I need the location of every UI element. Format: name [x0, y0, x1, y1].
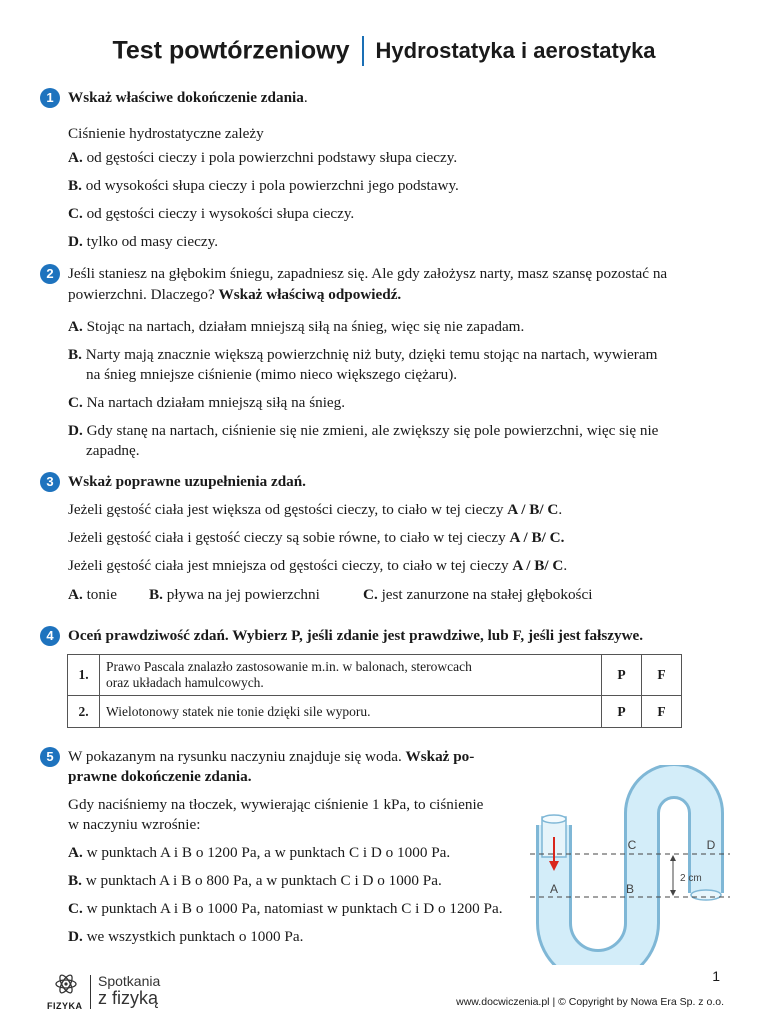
- vessel-end-opening: [691, 890, 721, 900]
- q3-sentence-1: Jeżeli gęstość ciała jest większa od gęstości cieczy, to ciało w tej cieczy A / B/ C.: [68, 501, 563, 518]
- label-c: C: [627, 838, 637, 852]
- question-number-5: 5: [40, 747, 60, 767]
- q3-option-a[interactable]: A. tonie: [68, 586, 117, 603]
- question-2: [40, 264, 730, 464]
- footer-copyright: www.docwiczenia.pl | © Copyright by Nowa Era Sp. z o.o.: [456, 996, 724, 1008]
- question-4: [40, 626, 730, 648]
- page-header: [0, 36, 768, 66]
- question-number-2: 2: [40, 264, 60, 284]
- q2-option-b[interactable]: B. Narty mają znacznie większą powierzchnię niż buty, dzięki temu stojąc na nartach, wywieram: [68, 346, 658, 363]
- brand-line2: z fizyką: [98, 988, 159, 1008]
- piston-top: [542, 815, 566, 823]
- question-1-instruction: Wskaż właściwe dokończenie zdania.: [68, 89, 308, 106]
- page-subtitle: Hydrostatyka i aerostatyka: [375, 38, 656, 63]
- brand-divider: [90, 975, 91, 1009]
- dimension-arrow-up: [670, 855, 676, 861]
- label-d: D: [706, 838, 716, 852]
- question-1: [40, 88, 730, 258]
- brand-subject: FIZYKA: [47, 1001, 83, 1011]
- question-5-line3: Gdy naciśniemy na tłoczek, wywierając ciśnienie 1 kPa, to ciśnienie: [68, 796, 484, 813]
- q2-option-d[interactable]: D. Gdy stanę na nartach, ciśnienie się nie zmieni, ale zwiększy się pole powierzchni, więc się nie: [68, 422, 659, 439]
- q5-option-b[interactable]: B. w punktach A i B o 800 Pa, a w punktach C i D o 1000 Pa.: [68, 872, 442, 889]
- label-a: A: [549, 882, 559, 896]
- question-4-instruction: Oceń prawdziwość zdań. Wybierz P, jeśli zdanie jest prawdziwe, lub F, jeśli jest fałszywe.: [68, 627, 644, 644]
- q3-option-b[interactable]: B. pływa na jej powierzchni: [149, 586, 320, 603]
- q1-option-b[interactable]: B. od wysokości słupa cieczy i pola powierzchni jego podstawy.: [68, 177, 459, 194]
- q3-sentence-2: Jeżeli gęstość ciała i gęstość cieczy są sobie równe, to ciało w tej cieczy A / B/ C.: [68, 529, 565, 546]
- question-5-line2: prawne dokończenie zdania.: [68, 768, 252, 785]
- question-2-text-line2: powierzchni. Dlaczego? Wskaż właściwą odpowiedź.: [68, 286, 402, 303]
- q2-option-d-cont: zapadnę.: [86, 442, 140, 459]
- table-row: [68, 655, 682, 696]
- q3-option-c[interactable]: C. jest zanurzone na stałej głębokości: [363, 586, 593, 603]
- question-3-instruction: Wskaż poprawne uzupełnienia zdań.: [68, 473, 306, 490]
- answer-true[interactable]: P: [602, 655, 642, 696]
- label-b: B: [625, 882, 635, 896]
- title-separator: [362, 36, 364, 66]
- q5-option-a[interactable]: A. w punktach A i B o 1200 Pa, a w punktach C i D o 1000 Pa.: [68, 844, 451, 861]
- dimension-arrow-down: [670, 890, 676, 896]
- q1-option-d[interactable]: D. tylko od masy cieczy.: [68, 233, 219, 250]
- vessel-figure: [530, 765, 740, 965]
- q5-option-c[interactable]: C. w punktach A i B o 1000 Pa, natomiast w punktach C i D o 1200 Pa.: [68, 900, 503, 917]
- atom-icon: [54, 972, 78, 996]
- question-number-1: 1: [40, 88, 60, 108]
- statement-cell: Prawo Pascala znalazło zastosowanie m.in. w balonach, sterowcach oraz układach hamulcowych.: [100, 655, 602, 696]
- question-number-3: 3: [40, 472, 60, 492]
- answer-true[interactable]: P: [602, 696, 642, 728]
- page-title: Test powtórzeniowy: [112, 36, 350, 65]
- footer-site-link[interactable]: www.docwiczenia.pl: [456, 996, 550, 1008]
- brand-line1: Spotkania: [98, 973, 161, 989]
- dimension-label: 2 cm: [680, 873, 702, 884]
- answer-false[interactable]: F: [642, 655, 682, 696]
- question-number-4: 4: [40, 626, 60, 646]
- q1-option-a[interactable]: A. od gęstości cieczy i pola powierzchni podstawy słupa cieczy.: [68, 149, 458, 166]
- q1-option-c[interactable]: C. od gęstości cieczy i wysokości słupa cieczy.: [68, 205, 355, 222]
- q2-option-a[interactable]: A. Stojąc na nartach, działam mniejszą siłą na śnieg, więc się nie zapadam.: [68, 318, 525, 335]
- q2-option-c[interactable]: C. Na nartach działam mniejszą siłą na śnieg.: [68, 394, 346, 411]
- row-number: 2.: [68, 696, 100, 728]
- question-1-stem: Ciśnienie hydrostatyczne zależy: [68, 125, 264, 142]
- statement-cell: Wielotonowy statek nie tonie dzięki sile wyporu.: [100, 696, 602, 728]
- question-5: [40, 747, 510, 947]
- q5-option-d[interactable]: D. we wszystkich punktach o 1000 Pa.: [68, 928, 304, 945]
- row-number: 1.: [68, 655, 100, 696]
- page-number: 1: [712, 968, 720, 984]
- question-5-line1: W pokazanym na rysunku naczyniu znajduje się woda. Wskaż po-: [68, 748, 475, 765]
- question-5-line4: w naczyniu wzrośnie:: [68, 816, 201, 833]
- question-2-text-line1: Jeśli staniesz na głębokim śniegu, zapadniesz się. Ale gdy założysz narty, masz szansę pozostać na: [68, 265, 668, 282]
- true-false-table: [67, 654, 682, 728]
- table-row: [68, 696, 682, 728]
- question-3: [40, 472, 730, 612]
- q3-sentence-3: Jeżeli gęstość ciała jest mniejsza od gęstości cieczy, to ciało w tej cieczy A / B/ C.: [68, 557, 568, 574]
- answer-false[interactable]: F: [642, 696, 682, 728]
- q2-option-b-cont: na śnieg mniejsze ciśnienie (mimo nieco większego ciężaru).: [86, 366, 458, 383]
